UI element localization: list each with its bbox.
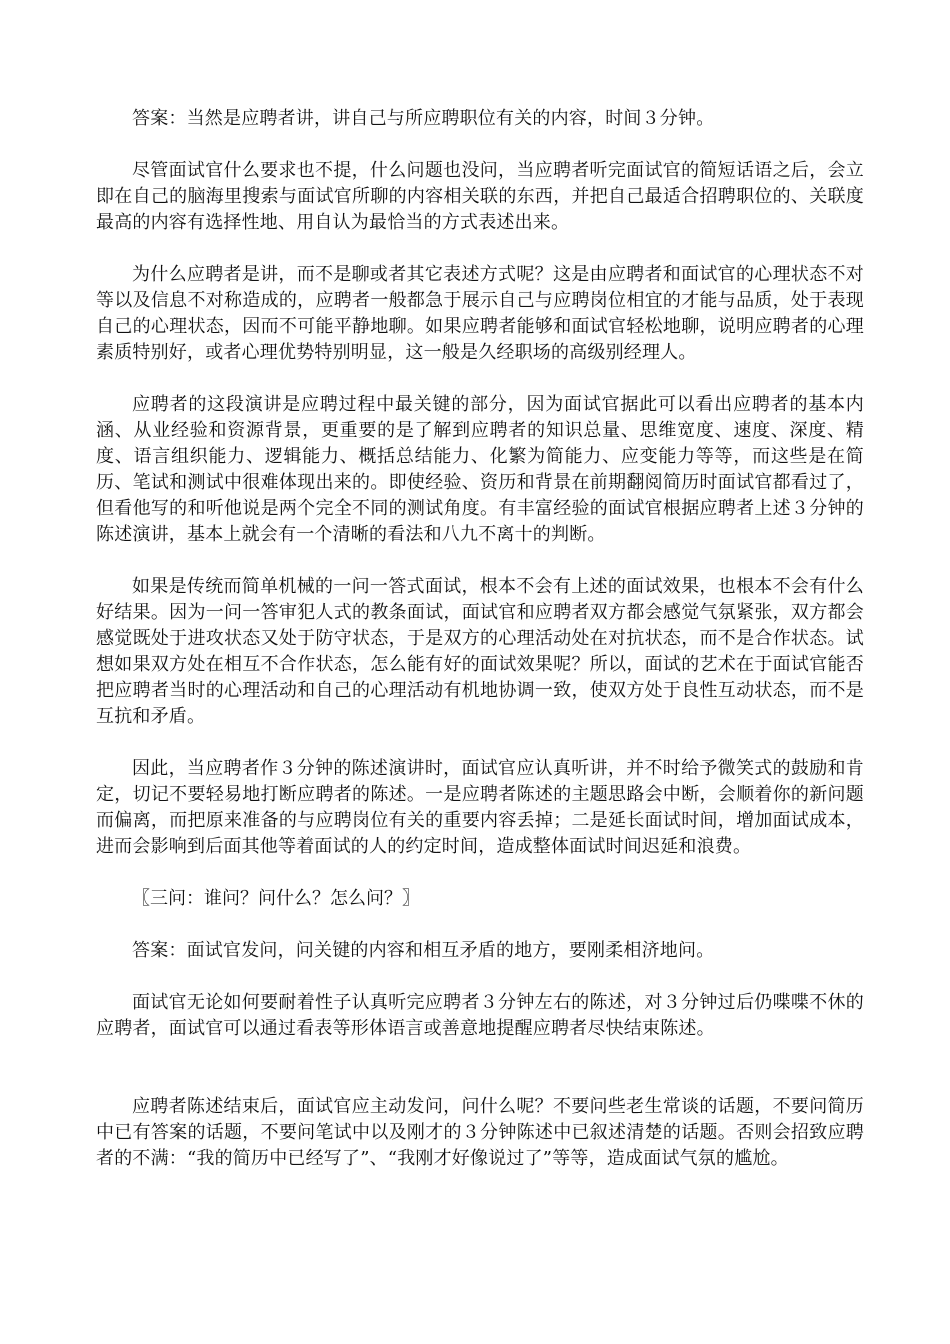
paragraph-6: 因此，当应聘者作３分钟的陈述演讲时，面试官应认真听讲，并不时给予微笑式的鼓励和肯定，切记不要轻易地打断应聘者的陈述。一是应聘者陈述的主题思路会中断，会顺着你的新问题而偏离，而把原来准备的与应聘岗位有关的重要内容丢掉；二是延长面试时间，增加面试成本，进而会影响到后面其他等着面试的人的约定时间，造成整体面试时间迟延和浪费。 [96,758,864,857]
paragraph-8: 应聘者陈述结束后，面试官应主动发问，问什么呢？不要问些老生常谈的话题，不要问简历中已有答案的话题，不要问笔试中以及刚才的３分钟陈述中已叙述清楚的话题。否则会招致应聘者的不满：“我的简历中已经写了”、“我刚才好像说过了”等等，造成面试气氛的尴尬。 [96,1096,864,1169]
paragraph-3: 为什么应聘者是讲，而不是聊或者其它表述方式呢？这是由应聘者和面试官的心理状态不对等以及信息不对称造成的，应聘者一般都急于展示自己与应聘岗位相宜的才能与品质，处于表现自己的心理状态，因而不可能平静地聊。如果应聘者能够和面试官轻松地聊，说明应聘者的心理素质特别好，或者心理优势特别明显，这一般是久经职场的高级别经理人。 [96,264,864,363]
paragraph-answer-1: 答案：当然是应聘者讲，讲自己与所应聘职位有关的内容，时间３分钟。 [132,108,715,129]
paragraph-answer-2: 答案：面试官发问，问关键的内容和相互矛盾的地方，要刚柔相济地问。 [132,940,715,961]
document-page [96,106,864,1198]
paragraph-5: 如果是传统而简单机械的一问一答式面试，根本不会有上述的面试效果，也根本不会有什么好结果。因为一问一答审犯人式的教条面试，面试官和应聘者双方都会感觉气氛紧张，双方都会感觉既处于进攻状态又处于防守状态，于是双方的心理活动处在对抗状态，而不是合作状态。试想如果双方处在相互不合作状态，怎么能有好的面试效果呢？所以，面试的艺术在于面试官能否把应聘者当时的心理活动和自己的心理活动有机地协调一致，使双方处于良性互动状态，而不是互抗和矛盾。 [96,576,864,727]
section-heading: 〖三问：谁问？问什么？怎么问？〗 [132,888,420,909]
paragraph-4: 应聘者的这段演讲是应聘过程中最关键的部分，因为面试官据此可以看出应聘者的基本内涵、从业经验和资源背景，更重要的是了解到应聘者的知识总量、思维宽度、速度、深度、精度、语言组织能力、逻辑能力、概括总结能力、化繁为简能力、应变能力等等，而这些是在简历、笔试和测试中很难体现出来的。即使经验、资历和背景在前期翻阅简历时面试官都看过了，但看他写的和听他说是两个完全不同的测试角度。有丰富经验的面试官根据应聘者上述３分钟的陈述演讲，基本上就会有一个清晰的看法和八九不离十的判断。 [96,394,864,545]
paragraph-2: 尽管面试官什么要求也不提，什么问题也没问，当应聘者听完面试官的简短话语之后，会立即在自己的脑海里搜索与面试官所聊的内容相关联的东西，并把自己最适合招聘职位的、关联度最高的内容有选择性地、用自认为最恰当的方式表述出来。 [96,160,864,233]
paragraph-7: 面试官无论如何要耐着性子认真听完应聘者３分钟左右的陈述，对３分钟过后仍喋喋不休的应聘者，面试官可以通过看表等形体语言或善意地提醒应聘者尽快结束陈述。 [96,992,864,1039]
